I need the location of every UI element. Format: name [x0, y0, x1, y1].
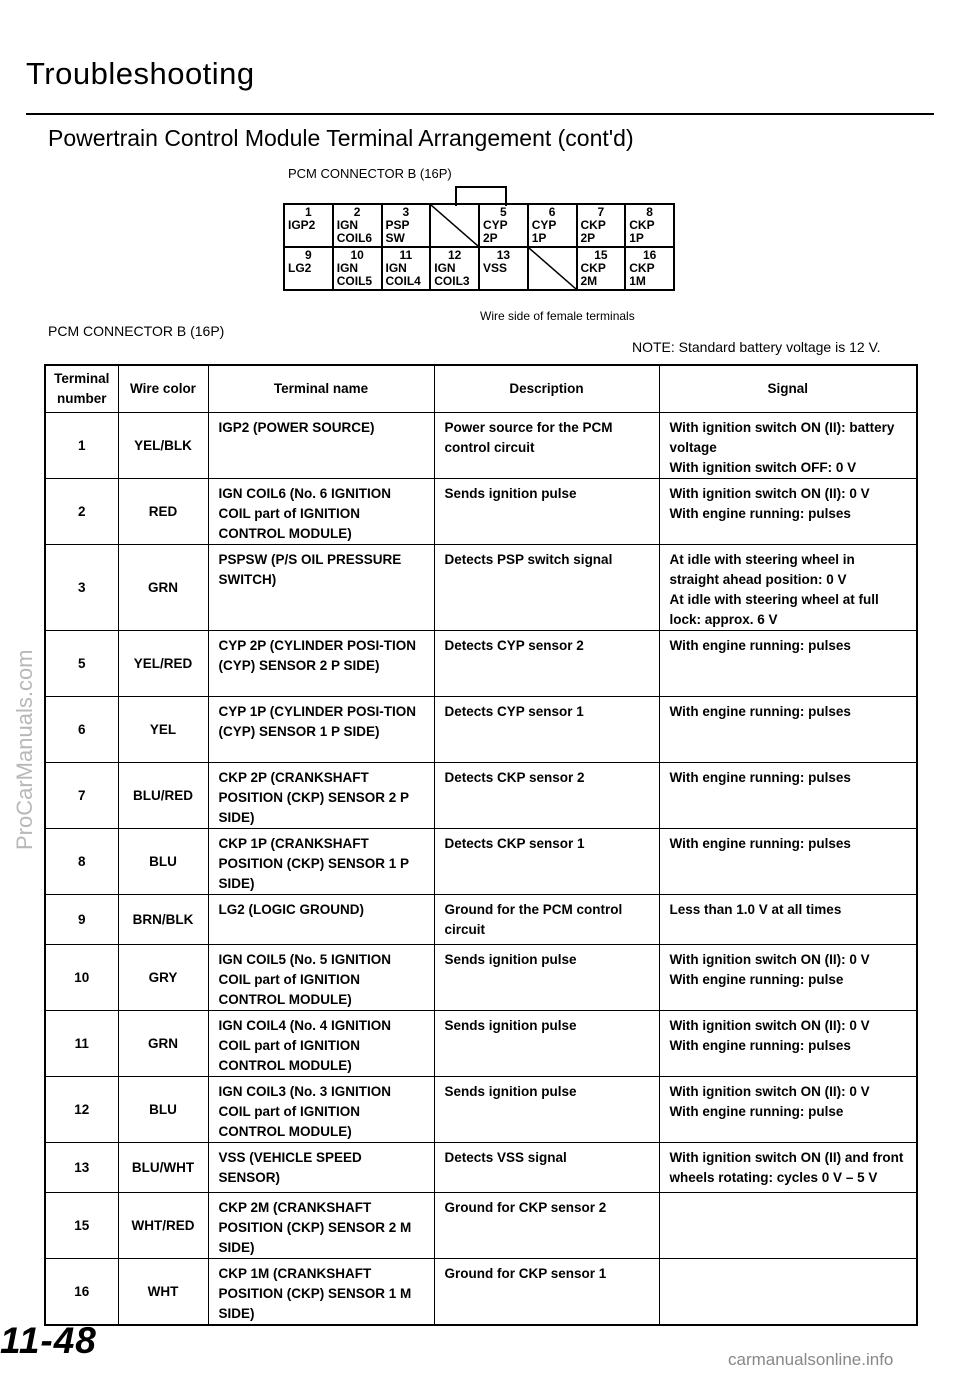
description-cell: Power source for the PCM control circuit — [434, 413, 659, 479]
description-cell: Sends ignition pulse — [434, 1077, 659, 1143]
voltage-note: NOTE: Standard battery voltage is 12 V. — [632, 339, 881, 355]
table-row — [45, 829, 917, 895]
connector-bottom-pin-13 — [479, 247, 528, 290]
description-cell: Detects CKP sensor 1 — [434, 829, 659, 895]
pin-number: 6 — [548, 205, 556, 219]
connector-title: PCM CONNECTOR B (16P) — [288, 166, 452, 181]
table-row — [45, 1193, 917, 1259]
title-divider — [26, 113, 934, 115]
signal-cell: Less than 1.0 V at all times — [659, 895, 917, 945]
description-cell: Detects CKP sensor 2 — [434, 763, 659, 829]
wire-color-cell: BLU/RED — [118, 763, 208, 829]
page-number: 11-48 — [0, 1320, 97, 1361]
wire-color-cell: YEL — [118, 697, 208, 763]
header-description: Description — [434, 365, 659, 413]
connector-bottom-pin-16 — [625, 247, 674, 290]
description-cell: Sends ignition pulse — [434, 945, 659, 1011]
connector-bottom-pin-10 — [333, 247, 382, 290]
terminal-name-cell: CKP 1P (CRANKSHAFT POSITION (CKP) SENSOR 1 P SIDE) — [208, 829, 434, 895]
pin-number: 8 — [646, 205, 653, 219]
description-cell: Sends ignition pulse — [434, 1011, 659, 1077]
terminal-name-cell: IGN COIL3 (No. 3 IGNITION COIL part of IGNITION CONTROL MODULE) — [208, 1077, 434, 1143]
terminal-name-cell: IGN COIL6 (No. 6 IGNITION COIL part of IGNITION CONTROL MODULE) — [208, 479, 434, 545]
pin-label: IGN COIL5 — [336, 261, 373, 288]
terminal-number-cell: 13 — [45, 1143, 118, 1193]
connector-top-pin-5 — [479, 204, 528, 247]
connector-top-pin-blank-3 — [430, 204, 479, 247]
header-wire-color: Wire color — [118, 365, 208, 413]
table-row — [45, 1077, 917, 1143]
terminal-name-cell: PSPSW (P/S OIL PRESSURE SWITCH) — [208, 545, 434, 631]
connector-bottom-pin-15 — [577, 247, 626, 290]
connector-row-top — [284, 204, 674, 247]
terminal-name-cell: CYP 2P (CYLINDER POSI-TION (CYP) SENSOR 2 P SIDE) — [208, 631, 434, 697]
table-row — [45, 1011, 917, 1077]
connector-caption: Wire side of female terminals — [480, 309, 635, 323]
description-cell: Sends ignition pulse — [434, 479, 659, 545]
pin-label: CKP 1P — [629, 218, 655, 245]
terminal-number-cell: 7 — [45, 763, 118, 829]
table-row — [45, 945, 917, 1011]
table-row — [45, 697, 917, 763]
description-cell: Ground for CKP sensor 2 — [434, 1193, 659, 1259]
connector-bottom-pin-11 — [382, 247, 431, 290]
footer-site: carmanualsonline.info — [728, 1350, 894, 1369]
signal-cell: With engine running: pulses — [659, 829, 917, 895]
pin-label: LG2 — [288, 261, 312, 275]
terminal-name-cell: VSS (VEHICLE SPEED SENSOR) — [208, 1143, 434, 1193]
terminal-name-cell: IGN COIL4 (No. 4 IGNITION COIL part of IGNITION CONTROL MODULE) — [208, 1011, 434, 1077]
terminal-number-cell: 6 — [45, 697, 118, 763]
terminal-name-cell: IGP2 (POWER SOURCE) — [208, 413, 434, 479]
table-row — [45, 1143, 917, 1193]
connector-bottom-pin-blank-5 — [528, 247, 577, 290]
wire-color-cell: YEL/BLK — [118, 413, 208, 479]
table-row — [45, 631, 917, 697]
signal-cell: With ignition switch ON (II): 0 V With engine running: pulses — [659, 1011, 917, 1077]
description-cell: Detects VSS signal — [434, 1143, 659, 1193]
pin-number: 5 — [500, 205, 507, 219]
signal-cell: With engine running: pulses — [659, 697, 917, 763]
signal-cell: With ignition switch ON (II): 0 V With engine running: pulses — [659, 479, 917, 545]
table-row — [45, 479, 917, 545]
signal-cell: With ignition switch ON (II): battery voltage With ignition switch OFF: 0 V — [659, 413, 917, 479]
terminal-table — [44, 364, 918, 1326]
header-terminal-number: Terminal number — [45, 365, 118, 413]
signal-cell — [659, 1259, 917, 1326]
connector-diagram — [283, 203, 675, 291]
pin-label: CKP 2M — [580, 261, 606, 288]
wire-color-cell: WHT/RED — [118, 1193, 208, 1259]
pin-label: PSP SW — [385, 218, 410, 245]
table-caption: PCM CONNECTOR B (16P) — [48, 323, 225, 339]
connector-top-pin-8 — [625, 204, 674, 247]
terminal-name-cell: LG2 (LOGIC GROUND) — [208, 895, 434, 945]
terminal-number-cell: 16 — [45, 1259, 118, 1326]
pin-number: 1 — [305, 205, 312, 219]
terminal-number-cell: 2 — [45, 479, 118, 545]
signal-cell — [659, 1193, 917, 1259]
pin-label: IGP2 — [288, 218, 316, 232]
pin-label: IGN COIL4 — [385, 261, 421, 288]
signal-cell: With ignition switch ON (II): 0 V With engine running: pulse — [659, 1077, 917, 1143]
description-cell: Ground for CKP sensor 1 — [434, 1259, 659, 1326]
pin-number: 12 — [447, 248, 462, 262]
table-header-row — [45, 365, 917, 413]
terminal-name-cell: CKP 2M (CRANKSHAFT POSITION (CKP) SENSOR 2 M SIDE) — [208, 1193, 434, 1259]
pin-label: CKP 2P — [580, 218, 606, 245]
description-cell: Detects PSP switch signal — [434, 545, 659, 631]
description-cell: Ground for the PCM control circuit — [434, 895, 659, 945]
wire-color-cell: GRY — [118, 945, 208, 1011]
terminal-number-cell: 5 — [45, 631, 118, 697]
connector-top-pin-1 — [284, 204, 333, 247]
terminal-number-cell: 8 — [45, 829, 118, 895]
pin-label: CYP 2P — [483, 218, 508, 245]
wire-color-cell: GRN — [118, 1011, 208, 1077]
connector-top-pin-3 — [382, 204, 431, 247]
terminal-name-cell: CKP 1M (CRANKSHAFT POSITION (CKP) SENSOR 1 M SIDE) — [208, 1259, 434, 1326]
connector-row-bottom — [284, 247, 674, 290]
wire-color-cell: RED — [118, 479, 208, 545]
pin-label: IGN COIL3 — [434, 261, 470, 288]
terminal-number-cell: 10 — [45, 945, 118, 1011]
pin-number: 9 — [305, 248, 312, 262]
terminal-number-cell: 1 — [45, 413, 118, 479]
wire-color-cell: YEL/RED — [118, 631, 208, 697]
wire-color-cell: BLU — [118, 1077, 208, 1143]
terminal-name-cell: CKP 2P (CRANKSHAFT POSITION (CKP) SENSOR 2 P SIDE) — [208, 763, 434, 829]
terminal-number-cell: 3 — [45, 545, 118, 631]
terminal-name-cell: CYP 1P (CYLINDER POSI-TION (CYP) SENSOR 1 P SIDE) — [208, 697, 434, 763]
table-row — [45, 895, 917, 945]
pin-number: 11 — [399, 248, 413, 262]
description-cell: Detects CYP sensor 2 — [434, 631, 659, 697]
pin-number: 7 — [597, 205, 605, 219]
signal-cell: With engine running: pulses — [659, 763, 917, 829]
pin-label: VSS — [483, 261, 508, 275]
connector-bottom-pin-12 — [430, 247, 479, 290]
terminal-number-cell: 11 — [45, 1011, 118, 1077]
wire-color-cell: GRN — [118, 545, 208, 631]
wire-color-cell: BLU — [118, 829, 208, 895]
table-row — [45, 413, 917, 479]
pin-number: 10 — [350, 248, 364, 262]
signal-cell: At idle with steering wheel in straight ahead position: 0 V At idle with steering wheel at full lock: approx. 6 V — [659, 545, 917, 631]
pin-label: CYP 1P — [531, 218, 557, 245]
signal-cell: With ignition switch ON (II): 0 V With engine running: pulse — [659, 945, 917, 1011]
connector-bottom-pin-9 — [284, 247, 333, 290]
watermark: ProCarManuals.com — [12, 649, 37, 850]
connector-top-pin-2 — [333, 204, 382, 247]
connector-top-pin-6 — [528, 204, 577, 247]
terminal-number-cell: 15 — [45, 1193, 118, 1259]
pin-number: 13 — [496, 248, 511, 262]
terminal-number-cell: 9 — [45, 895, 118, 945]
pin-number: 16 — [642, 248, 657, 262]
wire-color-cell: BLU/WHT — [118, 1143, 208, 1193]
page-subtitle: Powertrain Control Module Terminal Arrangement (cont'd) — [48, 125, 634, 151]
terminal-name-cell: IGN COIL5 (No. 5 IGNITION COIL part of IGNITION CONTROL MODULE) — [208, 945, 434, 1011]
header-terminal-name: Terminal name — [208, 365, 434, 413]
table-row — [45, 1259, 917, 1326]
wire-color-cell: WHT — [118, 1259, 208, 1326]
wire-color-cell: BRN/BLK — [118, 895, 208, 945]
section-title: Troubleshooting — [26, 56, 255, 91]
table-row — [45, 763, 917, 829]
pin-number: 3 — [402, 205, 410, 219]
connector-top-pin-7 — [577, 204, 626, 247]
header-signal: Signal — [659, 365, 917, 413]
table-row — [45, 545, 917, 631]
pin-label: IGN COIL6 — [336, 218, 373, 245]
pin-number: 15 — [594, 248, 608, 262]
pin-label: CKP 1M — [629, 261, 655, 288]
description-cell: Detects CYP sensor 1 — [434, 697, 659, 763]
terminal-number-cell: 12 — [45, 1077, 118, 1143]
pin-number: 2 — [353, 205, 361, 219]
signal-cell: With ignition switch ON (II) and front wheels rotating: cycles 0 V – 5 V — [659, 1143, 917, 1193]
signal-cell: With engine running: pulses — [659, 631, 917, 697]
